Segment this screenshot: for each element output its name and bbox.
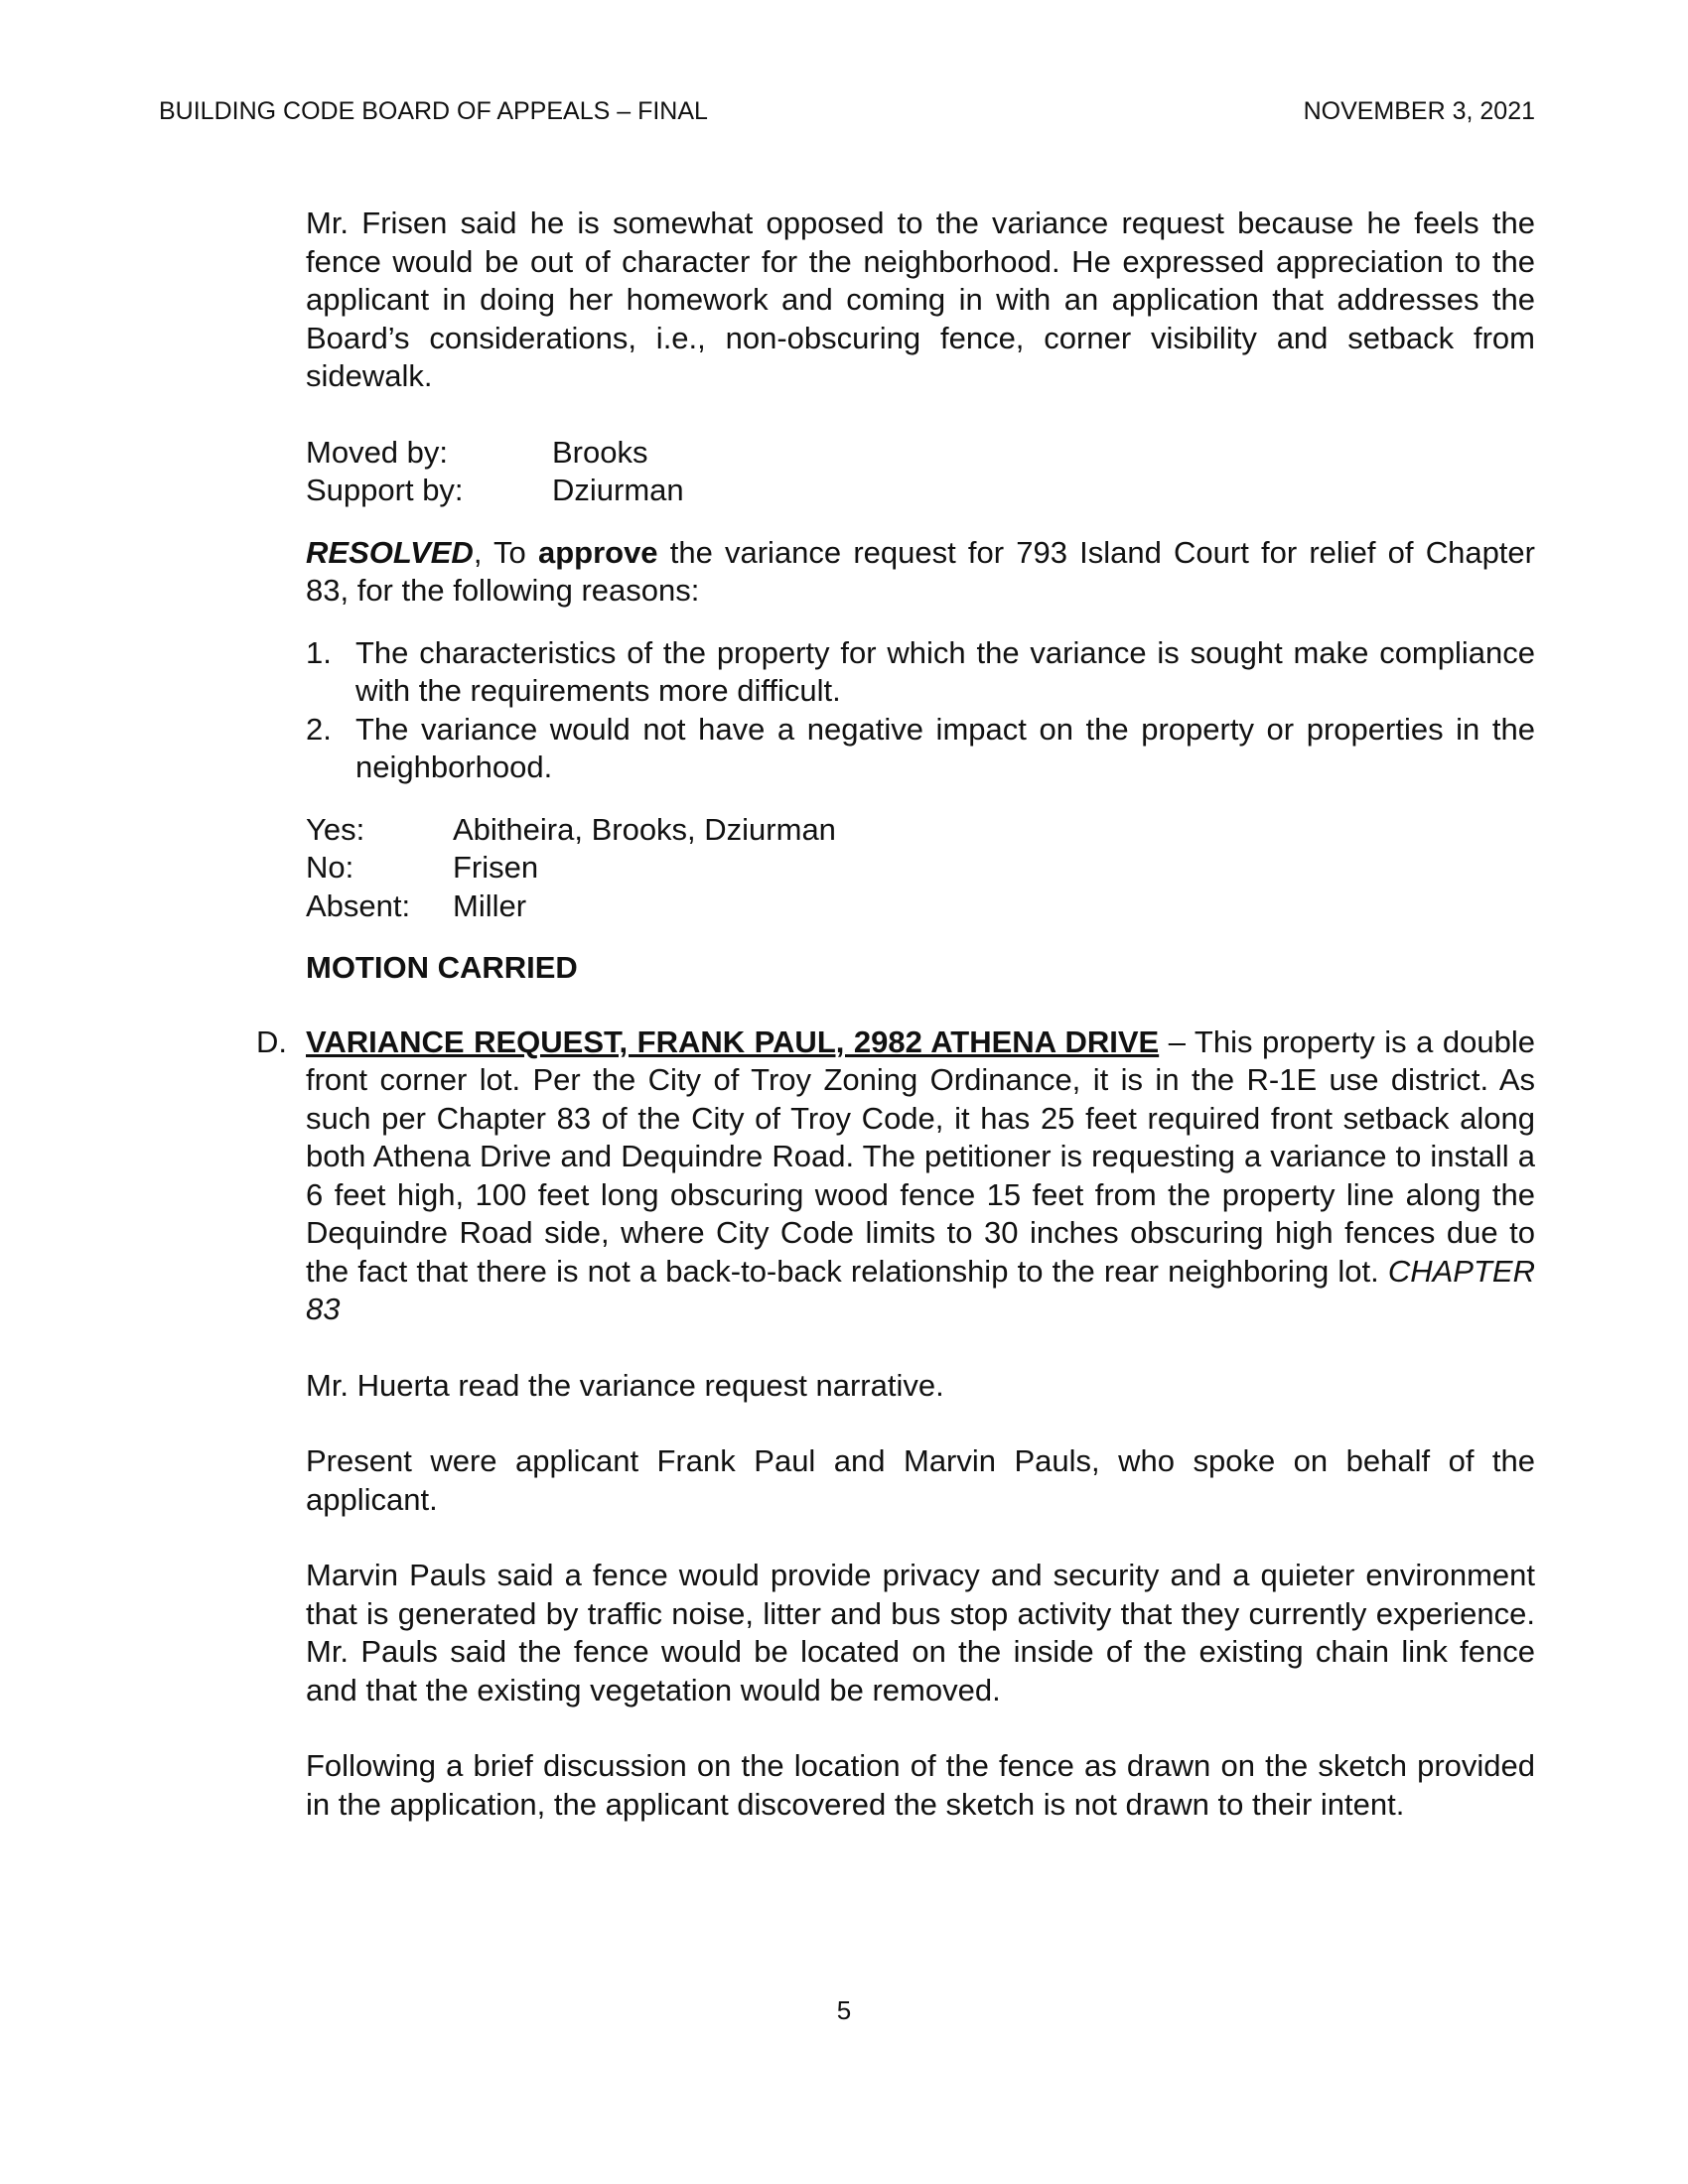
resolved-rest: the variance request for 793 Island Court for relief of Chapter 83, for the following reasons:	[306, 534, 1535, 608]
header-title: BUILDING CODE BOARD OF APPEALS – FINAL	[159, 97, 708, 125]
header-date: NOVEMBER 3, 2021	[1303, 97, 1535, 125]
support-by-label: Support by:	[306, 473, 464, 507]
page-number: 5	[836, 1995, 852, 2025]
vote-yes-label: Yes:	[306, 811, 365, 847]
vote-block	[306, 811, 1535, 926]
reasons-list	[306, 634, 1535, 787]
vote-absent-value: Miller	[453, 887, 527, 923]
moved-by-row	[306, 434, 1535, 473]
vote-absent-row	[306, 887, 1535, 926]
reason-text: The variance would not have a negative impact on the property or properties in the neighborhood.	[355, 711, 1535, 784]
list-item	[306, 634, 1535, 711]
list-item	[306, 711, 1535, 787]
reason-text: The characteristics of the property for which the variance is sought make compliance with the requirements more difficult.	[355, 634, 1535, 708]
agenda-item-d	[256, 1024, 1535, 1329]
item-d-heading: VARIANCE REQUEST, FRANK PAUL, 2982 ATHENA DRIVE	[306, 1024, 1160, 1059]
marvin-paragraph: Marvin Pauls said a fence would provide privacy and security and a quieter environment that is generated by traffic noise, litter and bus stop activity that they currently experience. Mr. Pauls said the fence would be located on the inside of the existing chain link fence and that the existing vegetation would be removed.	[306, 1558, 1535, 1707]
vote-yes-row	[306, 811, 1535, 850]
support-by-row	[306, 472, 1535, 510]
resolved-to: , To	[473, 534, 538, 570]
minutes-body	[256, 205, 1535, 1824]
motion-by-block	[306, 434, 1535, 510]
vote-no-label: No:	[306, 850, 354, 885]
support-by-value: Dziurman	[552, 473, 684, 507]
item-d-chapter: CHAPTER 83	[306, 1253, 1535, 1326]
reason-number: 1.	[306, 634, 332, 670]
vote-no-row	[306, 849, 1535, 887]
huerta-paragraph: Mr. Huerta read the variance request narrative.	[306, 1367, 944, 1403]
item-d-paragraph	[306, 1024, 1535, 1329]
moved-by-value: Brooks	[552, 434, 648, 470]
reason-number: 2.	[306, 711, 332, 747]
item-letter: D.	[256, 1024, 287, 1059]
resolved-paragraph	[306, 534, 1535, 611]
page-header	[159, 97, 1535, 126]
vote-absent-label: Absent:	[306, 887, 411, 923]
item-d-body: – This property is a double front corner lot. Per the City of Troy Zoning Ordinance, it is in the R-1E use district. As such per Chapter 83 of the City of Troy Code, it has 25 feet required front setback along both Athena Drive and Dequindre Road. The petitioner is requesting a variance to install a 6 feet high, 100 feet long obscuring wood fence 15 feet from the property line along the Dequindre Road side, where City Code limits to 30 inches obscuring high fences due to the fact that there is not a back-to-back relationship to the rear neighboring lot.	[306, 1024, 1535, 1289]
vote-yes-value: Abitheira, Brooks, Dziurman	[453, 811, 836, 847]
following-paragraph: Following a brief discussion on the location of the fence as drawn on the sketch provided in the application, the applicant discovered the sketch is not drawn to their intent.	[306, 1748, 1535, 1822]
motion-result: MOTION CARRIED	[306, 950, 578, 985]
moved-by-label: Moved by:	[306, 434, 449, 470]
frisen-paragraph: Mr. Frisen said he is somewhat opposed to the variance request because he feels the fence would be out of character for the neighborhood. He expressed appreciation to the applicant in doing her homework and coming in with an application that addresses the Board’s considerations, i.e., non-obscuring fence, corner visibility and setback from sidewalk.	[306, 205, 1535, 393]
resolved-approve: approve	[537, 534, 658, 570]
vote-no-value: Frisen	[453, 850, 539, 885]
resolved-word: RESOLVED	[306, 534, 474, 570]
present-paragraph: Present were applicant Frank Paul and Marvin Pauls, who spoke on behalf of the applicant.	[306, 1443, 1535, 1517]
